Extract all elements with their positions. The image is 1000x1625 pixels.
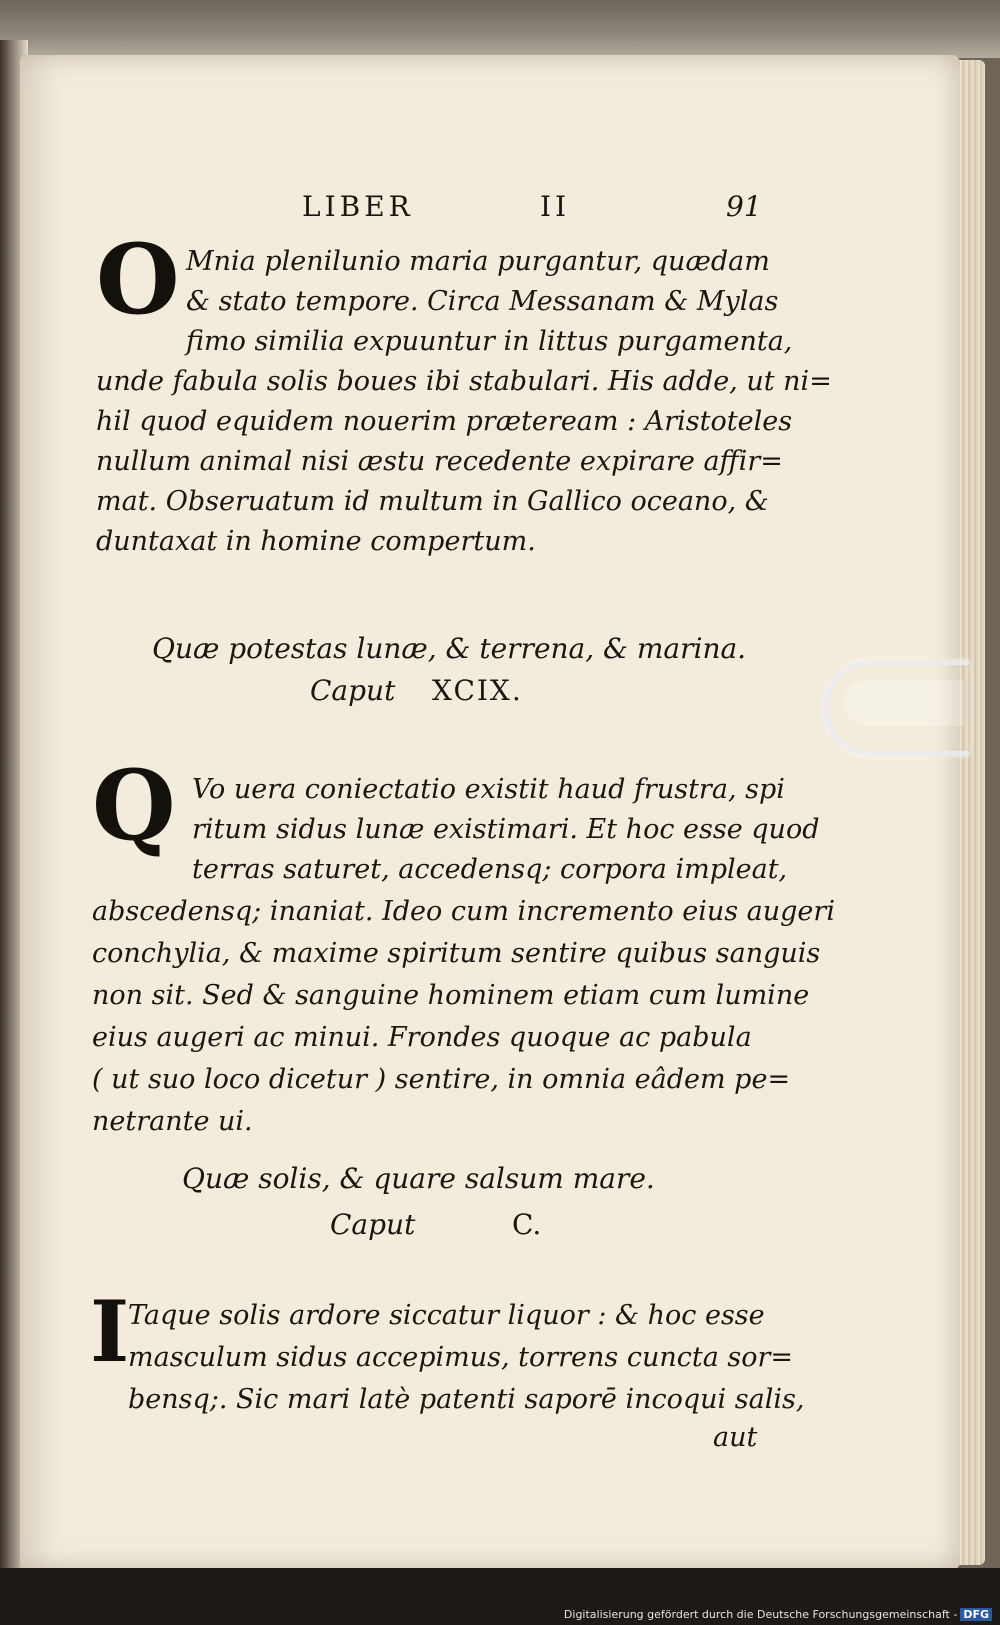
text-line: netrante ui. xyxy=(92,1106,253,1137)
text-line: ( ut suo loco dicetur ) sentire, in omnia eâdem pe= xyxy=(92,1064,791,1095)
running-head-book: LIBER xyxy=(302,190,414,223)
text-line: unde fabula solis boues ibi stabulari. His adde, ut ni= xyxy=(96,366,832,397)
text-line: & stato tempore. Circa Messanam & Mylas xyxy=(186,286,779,317)
text-line: eius augeri ac minui. Frondes quoque ac pabula xyxy=(92,1022,752,1053)
caput-label: Caput xyxy=(310,674,396,707)
text-line: Vo uera coniectatio existit haud frustra, spi xyxy=(192,774,785,805)
text-line: abscedensq; inaniat. Ideo cum incremento eius augeri xyxy=(92,896,835,927)
text-line: nullum animal nisi æstu recedente expirare affir= xyxy=(96,446,783,477)
text-line: Mnia plenilunio maria purgantur, quædam xyxy=(186,246,770,277)
dropcap-o: O xyxy=(96,223,180,336)
chapter-number: XCIX. xyxy=(432,674,523,707)
text-line: non sit. Sed & sanguine hominem etiam cum lumine xyxy=(92,980,810,1011)
chapter-title: Quæ solis, & quare salsum mare. xyxy=(182,1162,655,1195)
text-line: conchylia, & maxime spiritum sentire quibus sanguis xyxy=(92,938,821,969)
credit-text: Digitalisierung gefördert durch die Deutsche Forschungsgemeinschaft - xyxy=(563,1608,958,1621)
text-line: bensq;. Sic mari latè patenti saporē incoqui salis, xyxy=(128,1384,805,1415)
book-top-shadow xyxy=(0,0,1000,58)
text-line: fimo similia expuuntur in littus purgamenta, xyxy=(186,326,793,357)
text-line: hil quod equidem nouerim præteream : Aristoteles xyxy=(96,406,793,437)
chapter-title: Quæ potestas lunæ, & terrena, & marina. xyxy=(152,632,747,665)
chapter-number: C. xyxy=(512,1208,542,1241)
text-line: terras saturet, accedensq; corpora impleat, xyxy=(192,854,788,885)
catchword: aut xyxy=(713,1422,758,1453)
text-line: mat. Obseruatum id multum in Gallico oceano, & xyxy=(96,486,769,517)
digitization-credit xyxy=(564,1608,992,1621)
text-line: duntaxat in homine compertum. xyxy=(96,526,536,557)
dfg-logo: DFG xyxy=(960,1608,992,1621)
caput-label: Caput xyxy=(330,1208,416,1241)
text-line: Taque solis ardore siccatur liquor : & hoc esse xyxy=(128,1300,765,1331)
dropcap-i: I xyxy=(90,1282,130,1381)
page-number: 91 xyxy=(726,190,762,223)
dropcap-q: Q xyxy=(92,749,176,862)
page-clip-inner xyxy=(844,680,964,726)
running-head-book-number: II xyxy=(540,190,571,223)
text-line: masculum sidus accepimus, torrens cuncta sor= xyxy=(128,1342,794,1373)
text-line: ritum sidus lunæ existimari. Et hoc esse quod xyxy=(192,814,820,845)
